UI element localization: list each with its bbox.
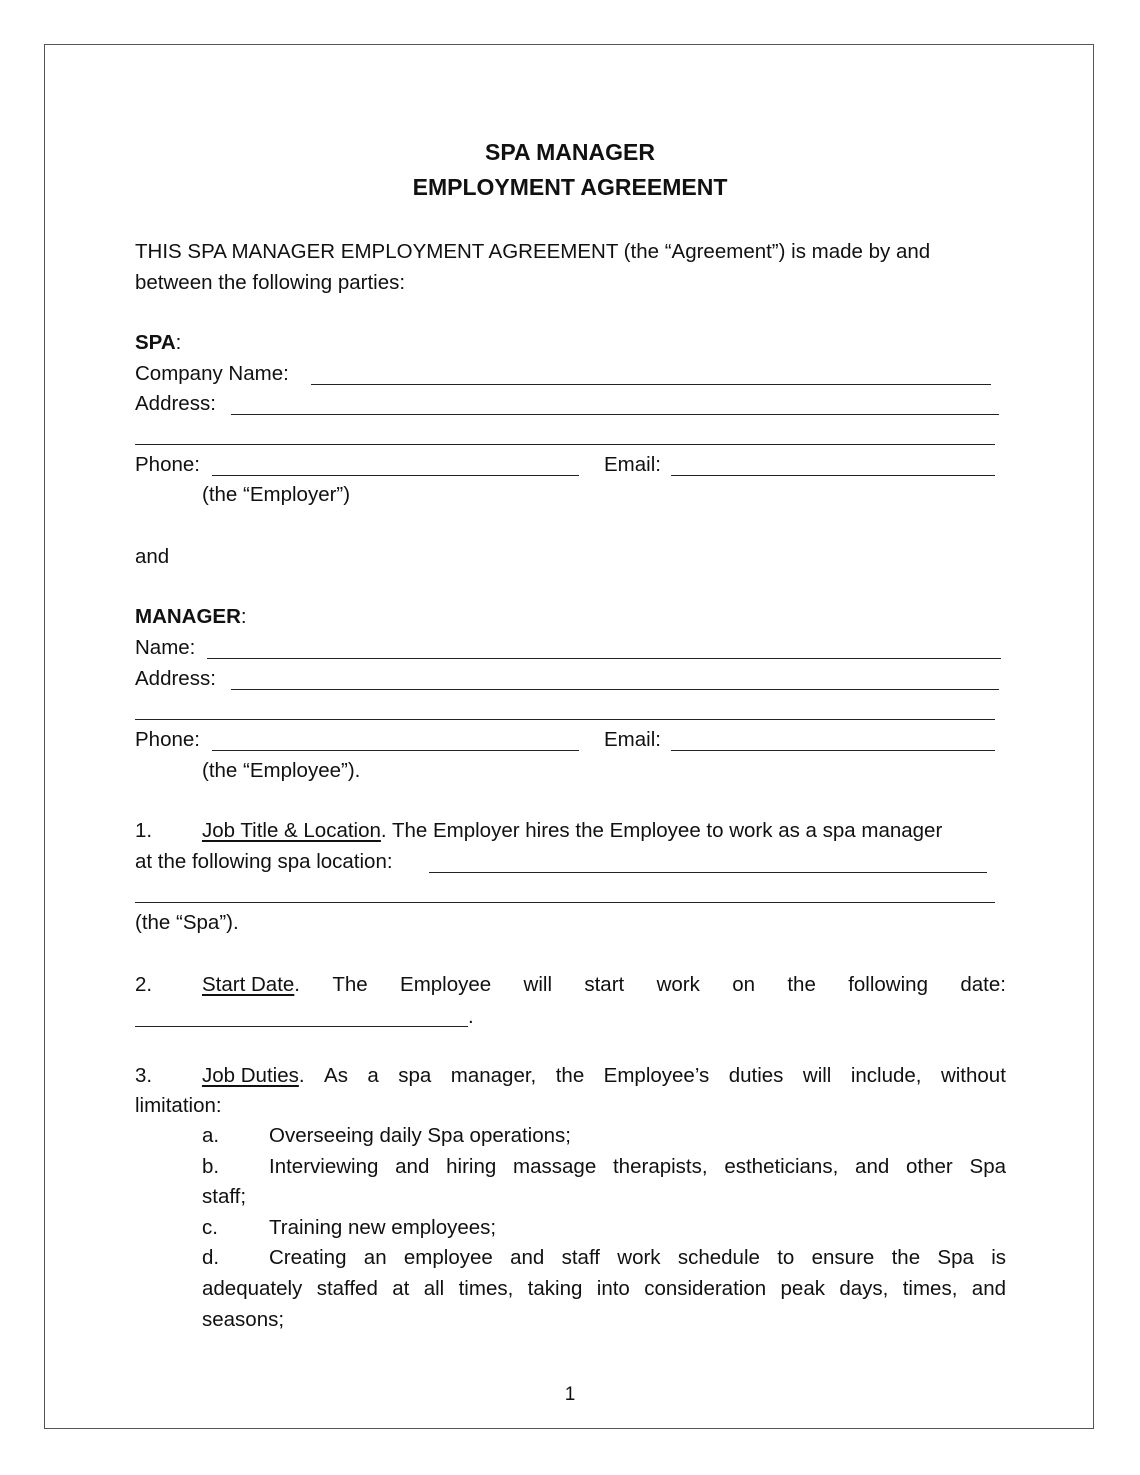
section-2-heading: Start Date [202,973,295,996]
list-item-continuation: staff; [202,1185,247,1208]
section-3-word: . [298,1064,305,1087]
list-item-letter: b. [202,1155,220,1178]
manager-role: (the “Employee”). [202,759,361,782]
list-item: Creating an employee and staff work schedule to ensure the Spa is [269,1246,1006,1269]
section-2-end-period: . [468,1005,474,1028]
section-1-line-1 [202,819,942,843]
section-3-word: manager, [450,1064,537,1087]
spa-location-field[interactable] [429,872,987,873]
section-2-word: following [848,973,928,996]
manager-address-field[interactable] [231,689,999,690]
section-3-heading-group [202,1064,305,1088]
section-1-after: (the “Spa”). [135,911,239,934]
list-item: Interviewing and hiring massage therapists, estheticians, and other Spa [269,1155,1006,1178]
manager-name-label: Name: [135,636,196,659]
section-2-heading-group [202,973,300,997]
section-3-heading: Job Duties [202,1064,299,1087]
spa-address-field[interactable] [231,414,999,415]
title-line-2: EMPLOYMENT AGREEMENT [412,174,728,200]
list-item-continuation: seasons; [202,1308,285,1331]
section-2-word: date: [960,973,1006,996]
list-item-letter: c. [202,1216,218,1239]
section-3-word: without [940,1064,1006,1087]
start-date-field[interactable] [135,1026,468,1027]
section-3-word: the [555,1064,585,1087]
spa-address-field-line-2[interactable] [135,444,995,445]
section-3-number: 3. [135,1064,153,1087]
section-2-line-1 [202,973,1006,997]
list-item: Overseeing daily Spa operations; [269,1124,571,1147]
section-2-word: Employee [400,973,492,996]
section-2-word: work [656,973,700,996]
spa-company-label: Company Name: [135,362,289,385]
section-3-word: As [324,1064,348,1087]
section-3-word: duties [728,1064,784,1087]
section-2-number: 2. [135,973,153,996]
section-2-word: . [294,973,300,996]
section-3-line-1 [202,1064,1006,1088]
manager-heading [135,605,247,629]
section-3-word: Employee’s [603,1064,710,1087]
list-item-continuation: adequately staffed at all times, taking into consideration peak days, times, and [202,1277,1006,1300]
spa-phone-label: Phone: [135,453,200,476]
section-3-word: include, [850,1064,922,1087]
document-page [44,44,1094,1429]
intro-line-2: between the following parties: [135,271,406,294]
section-1-line-2: at the following spa location: [135,850,393,873]
manager-address-field-line-2[interactable] [135,719,995,720]
spa-company-field[interactable] [311,384,991,385]
spa-email-label: Email: [604,453,661,476]
spa-heading-label: SPA [135,331,176,354]
manager-address-label: Address: [135,667,216,690]
intro-line-1: THIS SPA MANAGER EMPLOYMENT AGREEMENT (the “Agreement”) is made by and [135,240,931,263]
and-text: and [135,545,170,568]
section-1-text: . The Employer hires the Employee to work as a spa manager [380,819,943,842]
section-1-number: 1. [135,819,153,842]
section-2-word: start [584,973,625,996]
manager-email-label: Email: [604,728,661,751]
spa-phone-field[interactable] [212,475,579,476]
section-3-word: spa [398,1064,432,1087]
manager-heading-colon: : [240,605,247,628]
section-3-line-2: limitation: [135,1094,222,1117]
section-2-word: The [332,973,368,996]
section-1-heading: Job Title & Location [202,819,381,842]
manager-phone-label: Phone: [135,728,200,751]
title-line-1: SPA MANAGER [485,139,655,165]
list-item: Training new employees; [269,1216,497,1239]
page-number: 1 [564,1384,576,1405]
spa-role: (the “Employer”) [202,483,351,506]
section-2-word: the [787,973,816,996]
spa-heading-colon: : [175,331,182,354]
manager-name-field[interactable] [207,658,1001,659]
spa-email-field[interactable] [671,475,995,476]
section-3-word: a [367,1064,379,1087]
manager-heading-label: MANAGER [135,605,241,628]
section-3-word: will [802,1064,832,1087]
list-item-letter: d. [202,1246,220,1269]
list-item-letter: a. [202,1124,220,1147]
section-2-word: will [523,973,552,996]
spa-heading [135,331,181,355]
manager-email-field[interactable] [671,750,995,751]
section-2-word: on [732,973,756,996]
spa-location-field-line-2[interactable] [135,902,995,903]
spa-address-label: Address: [135,392,216,415]
manager-phone-field[interactable] [212,750,579,751]
